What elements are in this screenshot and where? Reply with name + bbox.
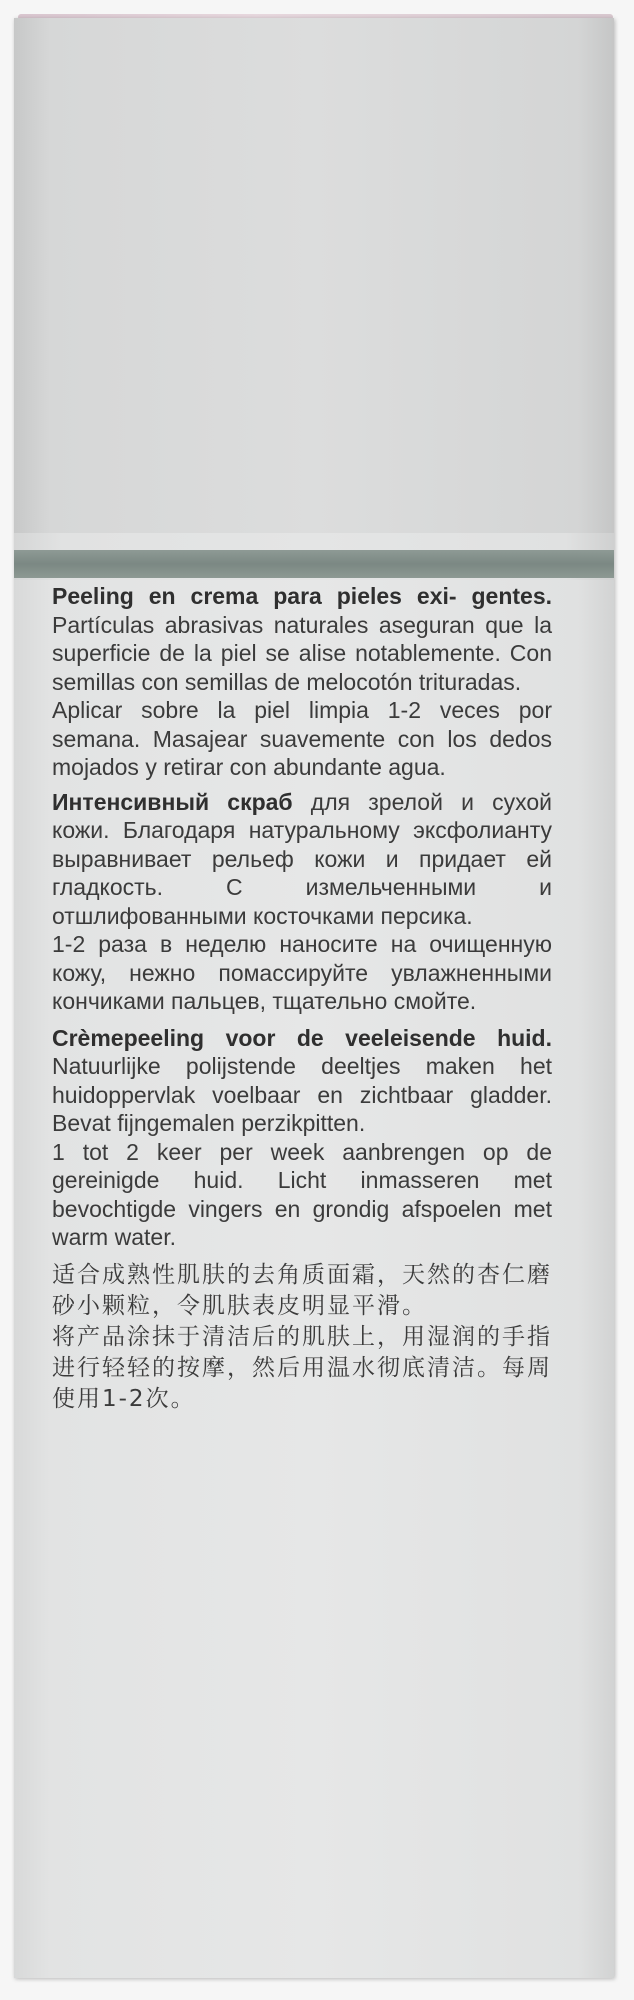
product-description [52,582,552,1415]
spanish-description [52,582,552,696]
box-divider-stripe [14,550,614,578]
chinese-usage: 将产品涂抹于清洁后的肌肤上，用湿润的手指进行轻轻的按摩，然后用温水彻底清洁。每周使用1-2次。 [52,1323,552,1412]
dutch-body: Natuurlijke polijstende deeltjes maken het huidoppervlak voelbaar en zichtbaar gladder. Bevat fijngemalen perzikpitten. [52,1053,552,1136]
spanish-body: Partículas abrasivas naturales aseguran que la superficie de la piel se alise notablemente. Con semillas con semillas de melocotón trituradas. [52,611,552,695]
russian-heading: Интенсивный скраб [52,788,293,815]
dutch-heading: Crèmepeeling voor de veeleisende huid. [52,1024,552,1051]
box-upper-panel [14,18,614,533]
dutch-description [52,1024,552,1138]
spanish-usage: Aplicar sobre la piel limpia 1-2 veces por semana. Masajear suavemente con los dedos mojados y retirar con abundante agua. [52,697,552,780]
spanish-heading: Peeling en crema para pieles exi- gentes. [52,583,552,609]
chinese-description: 适合成熟性肌肤的去角质面霜，天然的杏仁磨砂小颗粒，令肌肤表皮明显平滑。 [52,1261,552,1319]
russian-body: для зрелой и сухой кожи. Благодаря натуральному эксфолианту выравнивает рельеф кожи и придает ей гладкость. С измельченными и отшлифованными косточками персика. [52,788,552,929]
dutch-usage: 1 tot 2 keer per week aanbrengen op de gereinigde huid. Licht inmasseren met bevochtigde vingers en grondig afspoelen met warm water. [52,1138,552,1250]
russian-usage: 1-2 раза в неделю наносите на очищенную кожу, нежно помассируйте увлажненными кончиками пальцев, тщательно смойте. [52,931,552,1014]
russian-description [52,788,552,931]
